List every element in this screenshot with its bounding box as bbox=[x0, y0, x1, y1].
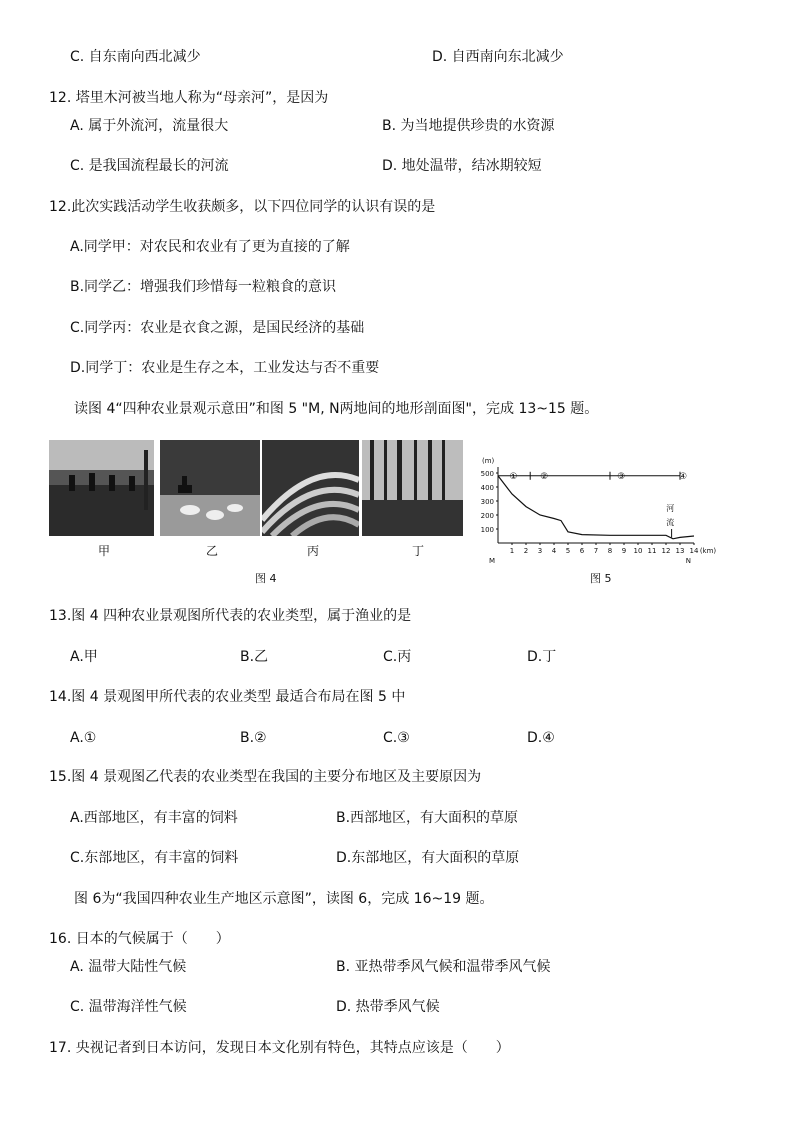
q11-option-c: C. 自东南向西北减少 bbox=[70, 49, 201, 65]
q14-option-a: A.① bbox=[70, 730, 97, 746]
y-tick-label: 400 bbox=[480, 484, 494, 492]
q13-option-c: C.丙 bbox=[383, 649, 412, 665]
q15-stem: 15.图 4 景观图乙代表的农业类型在我国的主要分布地区及主要原因为 bbox=[49, 769, 482, 785]
q16-option-b: B. 亚热带季风气候和温带季风气候 bbox=[336, 959, 551, 975]
q13-stem: 13.图 4 四种农业景观图所代表的农业类型，属于渔业的是 bbox=[49, 608, 412, 624]
x-tick-label: 4 bbox=[551, 547, 557, 555]
q15-option-c: C.东部地区，有丰富的饲料 bbox=[70, 850, 239, 866]
q12a-option-a: A. 属于外流河，流量很大 bbox=[70, 118, 229, 134]
x-tick-label: 9 bbox=[621, 547, 627, 555]
q15-option-b: B.西部地区，有大面积的草原 bbox=[336, 810, 519, 826]
q12b-stem: 12.此次实践活动学生收获颇多，以下四位同学的认识有误的是 bbox=[49, 199, 436, 215]
q14-option-b: B.② bbox=[240, 730, 267, 746]
zone-label: ② bbox=[540, 471, 549, 482]
q12b-option-a: A.同学甲：对农民和农业有了更为直接的了解 bbox=[70, 239, 350, 255]
label-ding: 丁 bbox=[412, 544, 425, 558]
y-tick-label: 500 bbox=[480, 470, 494, 478]
zone-label: ④ bbox=[678, 471, 688, 482]
zone-label: ① bbox=[509, 471, 518, 482]
y-tick-label: 200 bbox=[480, 512, 494, 520]
terrain-profile-chart bbox=[474, 453, 724, 568]
q11-option-d: D. 自西南向东北减少 bbox=[432, 49, 564, 65]
x-tick-label: 6 bbox=[579, 547, 585, 555]
label-bing: 丙 bbox=[307, 544, 320, 558]
q17-stem: 17. 央视记者到日本访问，发现日本文化别有特色，其特点应该是（ ） bbox=[49, 1040, 510, 1056]
x-tick-label: 14 bbox=[689, 547, 699, 555]
y-tick-label: 100 bbox=[480, 526, 494, 534]
photo-yi bbox=[160, 440, 260, 536]
q12b-option-c: C.同学丙：农业是衣食之源，是国民经济的基础 bbox=[70, 320, 365, 336]
q14-option-c: C.③ bbox=[383, 730, 410, 746]
x-tick-label: 11 bbox=[647, 547, 657, 555]
y-unit-label: (m) bbox=[482, 457, 495, 465]
x-tick-label: 10 bbox=[633, 547, 643, 555]
x-tick-label: 2 bbox=[523, 547, 529, 555]
x-tick-label: 5 bbox=[565, 547, 571, 555]
figure-4-caption: 图 4 bbox=[255, 572, 277, 585]
river-label-bottom: 流 bbox=[666, 517, 675, 527]
photo-ding bbox=[362, 440, 463, 536]
photo-yi-image bbox=[160, 440, 260, 536]
intro-16-19: 图 6为“我国四种农业生产地区示意图”，读图 6，完成 16~19 题。 bbox=[74, 891, 494, 907]
q15-option-d: D.东部地区，有大面积的草原 bbox=[336, 850, 520, 866]
q12a-option-d: D. 地处温带，结冰期较短 bbox=[382, 158, 542, 174]
q12b-option-d: D.同学丁：农业是生存之本，工业发达与否不重要 bbox=[70, 360, 380, 376]
q12a-stem: 12. 塔里木河被当地人称为“母亲河”，是因为 bbox=[49, 90, 329, 106]
q16-stem: 16. 日本的气候属于（ ） bbox=[49, 931, 230, 947]
x-tick-label: 7 bbox=[593, 547, 599, 555]
x-tick-label: 3 bbox=[537, 547, 543, 555]
photo-bing bbox=[262, 440, 359, 536]
q13-option-a: A.甲 bbox=[70, 649, 98, 665]
x-unit-label: (km) bbox=[699, 547, 717, 555]
zone-label: ③ bbox=[617, 471, 626, 482]
label-jia: 甲 bbox=[98, 544, 111, 558]
point-m-label: M bbox=[488, 557, 496, 565]
q12a-option-c: C. 是我国流程最长的河流 bbox=[70, 158, 229, 174]
q16-option-c: C. 温带海洋性气候 bbox=[70, 999, 187, 1015]
terrain-profile-line bbox=[498, 476, 694, 539]
q15-option-a: A.西部地区，有丰富的饲料 bbox=[70, 810, 238, 826]
photo-bing-image bbox=[262, 440, 359, 536]
q13-option-d: D.丁 bbox=[527, 649, 557, 665]
q13-option-b: B.乙 bbox=[240, 649, 269, 665]
x-tick-label: 1 bbox=[509, 547, 515, 555]
photo-jia-image bbox=[49, 440, 154, 536]
q12a-option-b: B. 为当地提供珍贵的水资源 bbox=[382, 118, 555, 134]
label-yi: 乙 bbox=[206, 544, 219, 558]
q14-option-d: D.④ bbox=[527, 730, 555, 746]
figure-5-caption: 图 5 bbox=[590, 572, 612, 585]
x-tick-label: 12 bbox=[661, 547, 671, 555]
intro-13-15: 读图 4“四种农业景观示意田”和图 5 "M, N两地间的地形剖面图"，完成 13~15 题。 bbox=[74, 401, 599, 417]
x-tick-label: 13 bbox=[675, 547, 685, 555]
river-label-top: 河 bbox=[666, 503, 675, 513]
q14-stem: 14.图 4 景观图甲所代表的农业类型 最适合布局在图 5 中 bbox=[49, 689, 406, 705]
y-tick-label: 300 bbox=[480, 498, 494, 506]
photo-jia bbox=[49, 440, 154, 536]
q16-option-a: A. 温带大陆性气候 bbox=[70, 959, 187, 975]
q12b-option-b: B.同学乙：增强我们珍惜每一粒粮食的意识 bbox=[70, 279, 337, 295]
photo-ding-image bbox=[362, 440, 463, 536]
x-tick-label: 8 bbox=[607, 547, 613, 555]
q16-option-d: D. 热带季风气候 bbox=[336, 999, 440, 1015]
point-n-label: N bbox=[685, 557, 692, 565]
